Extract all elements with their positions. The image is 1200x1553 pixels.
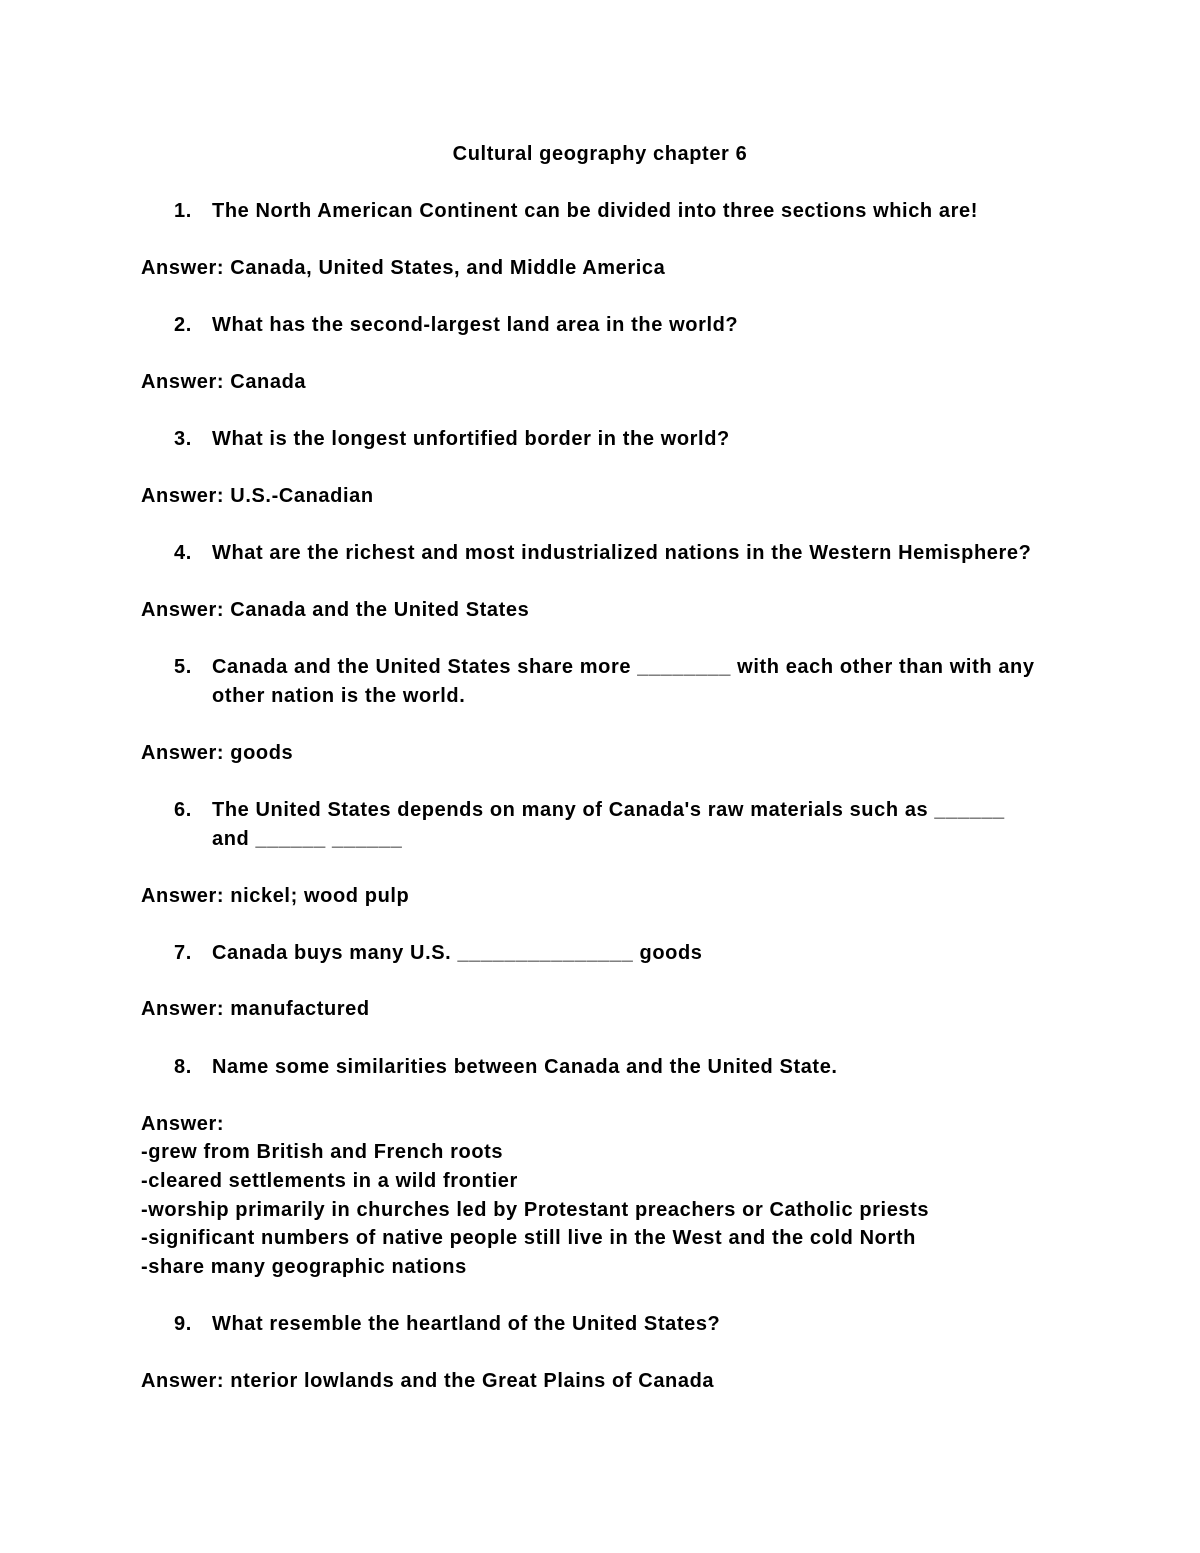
answer-line xyxy=(141,882,409,910)
answer-line xyxy=(141,1367,714,1395)
answer-label: Answer: xyxy=(141,257,225,279)
question-text: Canada and the United States share more ________ with each other than with any xyxy=(212,656,1035,678)
answer-text: U.S.-Canadian xyxy=(230,485,374,507)
question-text: Canada buys many U.S. _______________ goods xyxy=(212,942,703,964)
answer-label: Answer: xyxy=(141,1113,225,1135)
question-text-continued: other nation is the world. xyxy=(212,685,466,707)
answer-list-item: -cleared settlements in a wild frontier xyxy=(141,1170,518,1192)
answer-label: Answer: xyxy=(141,998,225,1020)
answer-list-item: -significant numbers of native people still live in the West and the cold North xyxy=(141,1227,916,1249)
question-number: 9. xyxy=(174,1313,192,1335)
question-number: 4. xyxy=(174,542,192,564)
question-number: 6. xyxy=(174,799,192,821)
question-text: What has the second-largest land area in the world? xyxy=(212,314,739,336)
answer-label: Answer: xyxy=(141,885,225,907)
question-text: What is the longest unfortified border in the world? xyxy=(212,428,730,450)
question-text: The North American Continent can be divided into three sections which are! xyxy=(212,200,978,222)
page-title: Cultural geography chapter 6 xyxy=(452,143,748,165)
answer-text: goods xyxy=(230,742,294,764)
answer-list-item: -worship primarily in churches led by Protestant preachers or Catholic priests xyxy=(141,1199,930,1221)
question-text: The United States depends on many of Canada's raw materials such as ______ xyxy=(212,799,1005,821)
question-number: 5. xyxy=(174,656,192,678)
answer-label: Answer: xyxy=(141,371,225,393)
question-text: What resemble the heartland of the United States? xyxy=(212,1313,721,1335)
answer-label: Answer: xyxy=(141,485,225,507)
question-number: 7. xyxy=(174,942,192,964)
answer-text: nterior lowlands and the Great Plains of Canada xyxy=(230,1370,715,1392)
answer-label: Answer: xyxy=(141,1370,225,1392)
answer-line xyxy=(141,254,665,282)
answer-list-item: -grew from British and French roots xyxy=(141,1141,504,1163)
answer-text: manufactured xyxy=(230,998,370,1020)
answer-text: Canada xyxy=(230,371,307,393)
question-number: 1. xyxy=(174,200,192,222)
answer-text: Canada, United States, and Middle America xyxy=(230,257,666,279)
answer-label: Answer: xyxy=(141,742,225,764)
answer-line xyxy=(141,995,370,1023)
question-text: Name some similarities between Canada and the United State. xyxy=(212,1056,838,1078)
question-number: 3. xyxy=(174,428,192,450)
answer-label: Answer: xyxy=(141,599,225,621)
question-number: 2. xyxy=(174,314,192,336)
question-text-continued: and ______ ______ xyxy=(212,828,403,850)
answer-line xyxy=(141,482,374,510)
question-number: 8. xyxy=(174,1056,192,1078)
answer-text: nickel; wood pulp xyxy=(230,885,410,907)
answer-line xyxy=(141,739,293,767)
answer-text: Canada and the United States xyxy=(230,599,530,621)
answer-list-item: -share many geographic nations xyxy=(141,1256,467,1278)
question-text: What are the richest and most industrialized nations in the Western Hemisphere? xyxy=(212,542,1032,564)
answer-line xyxy=(141,596,529,624)
answer-line xyxy=(141,368,306,396)
